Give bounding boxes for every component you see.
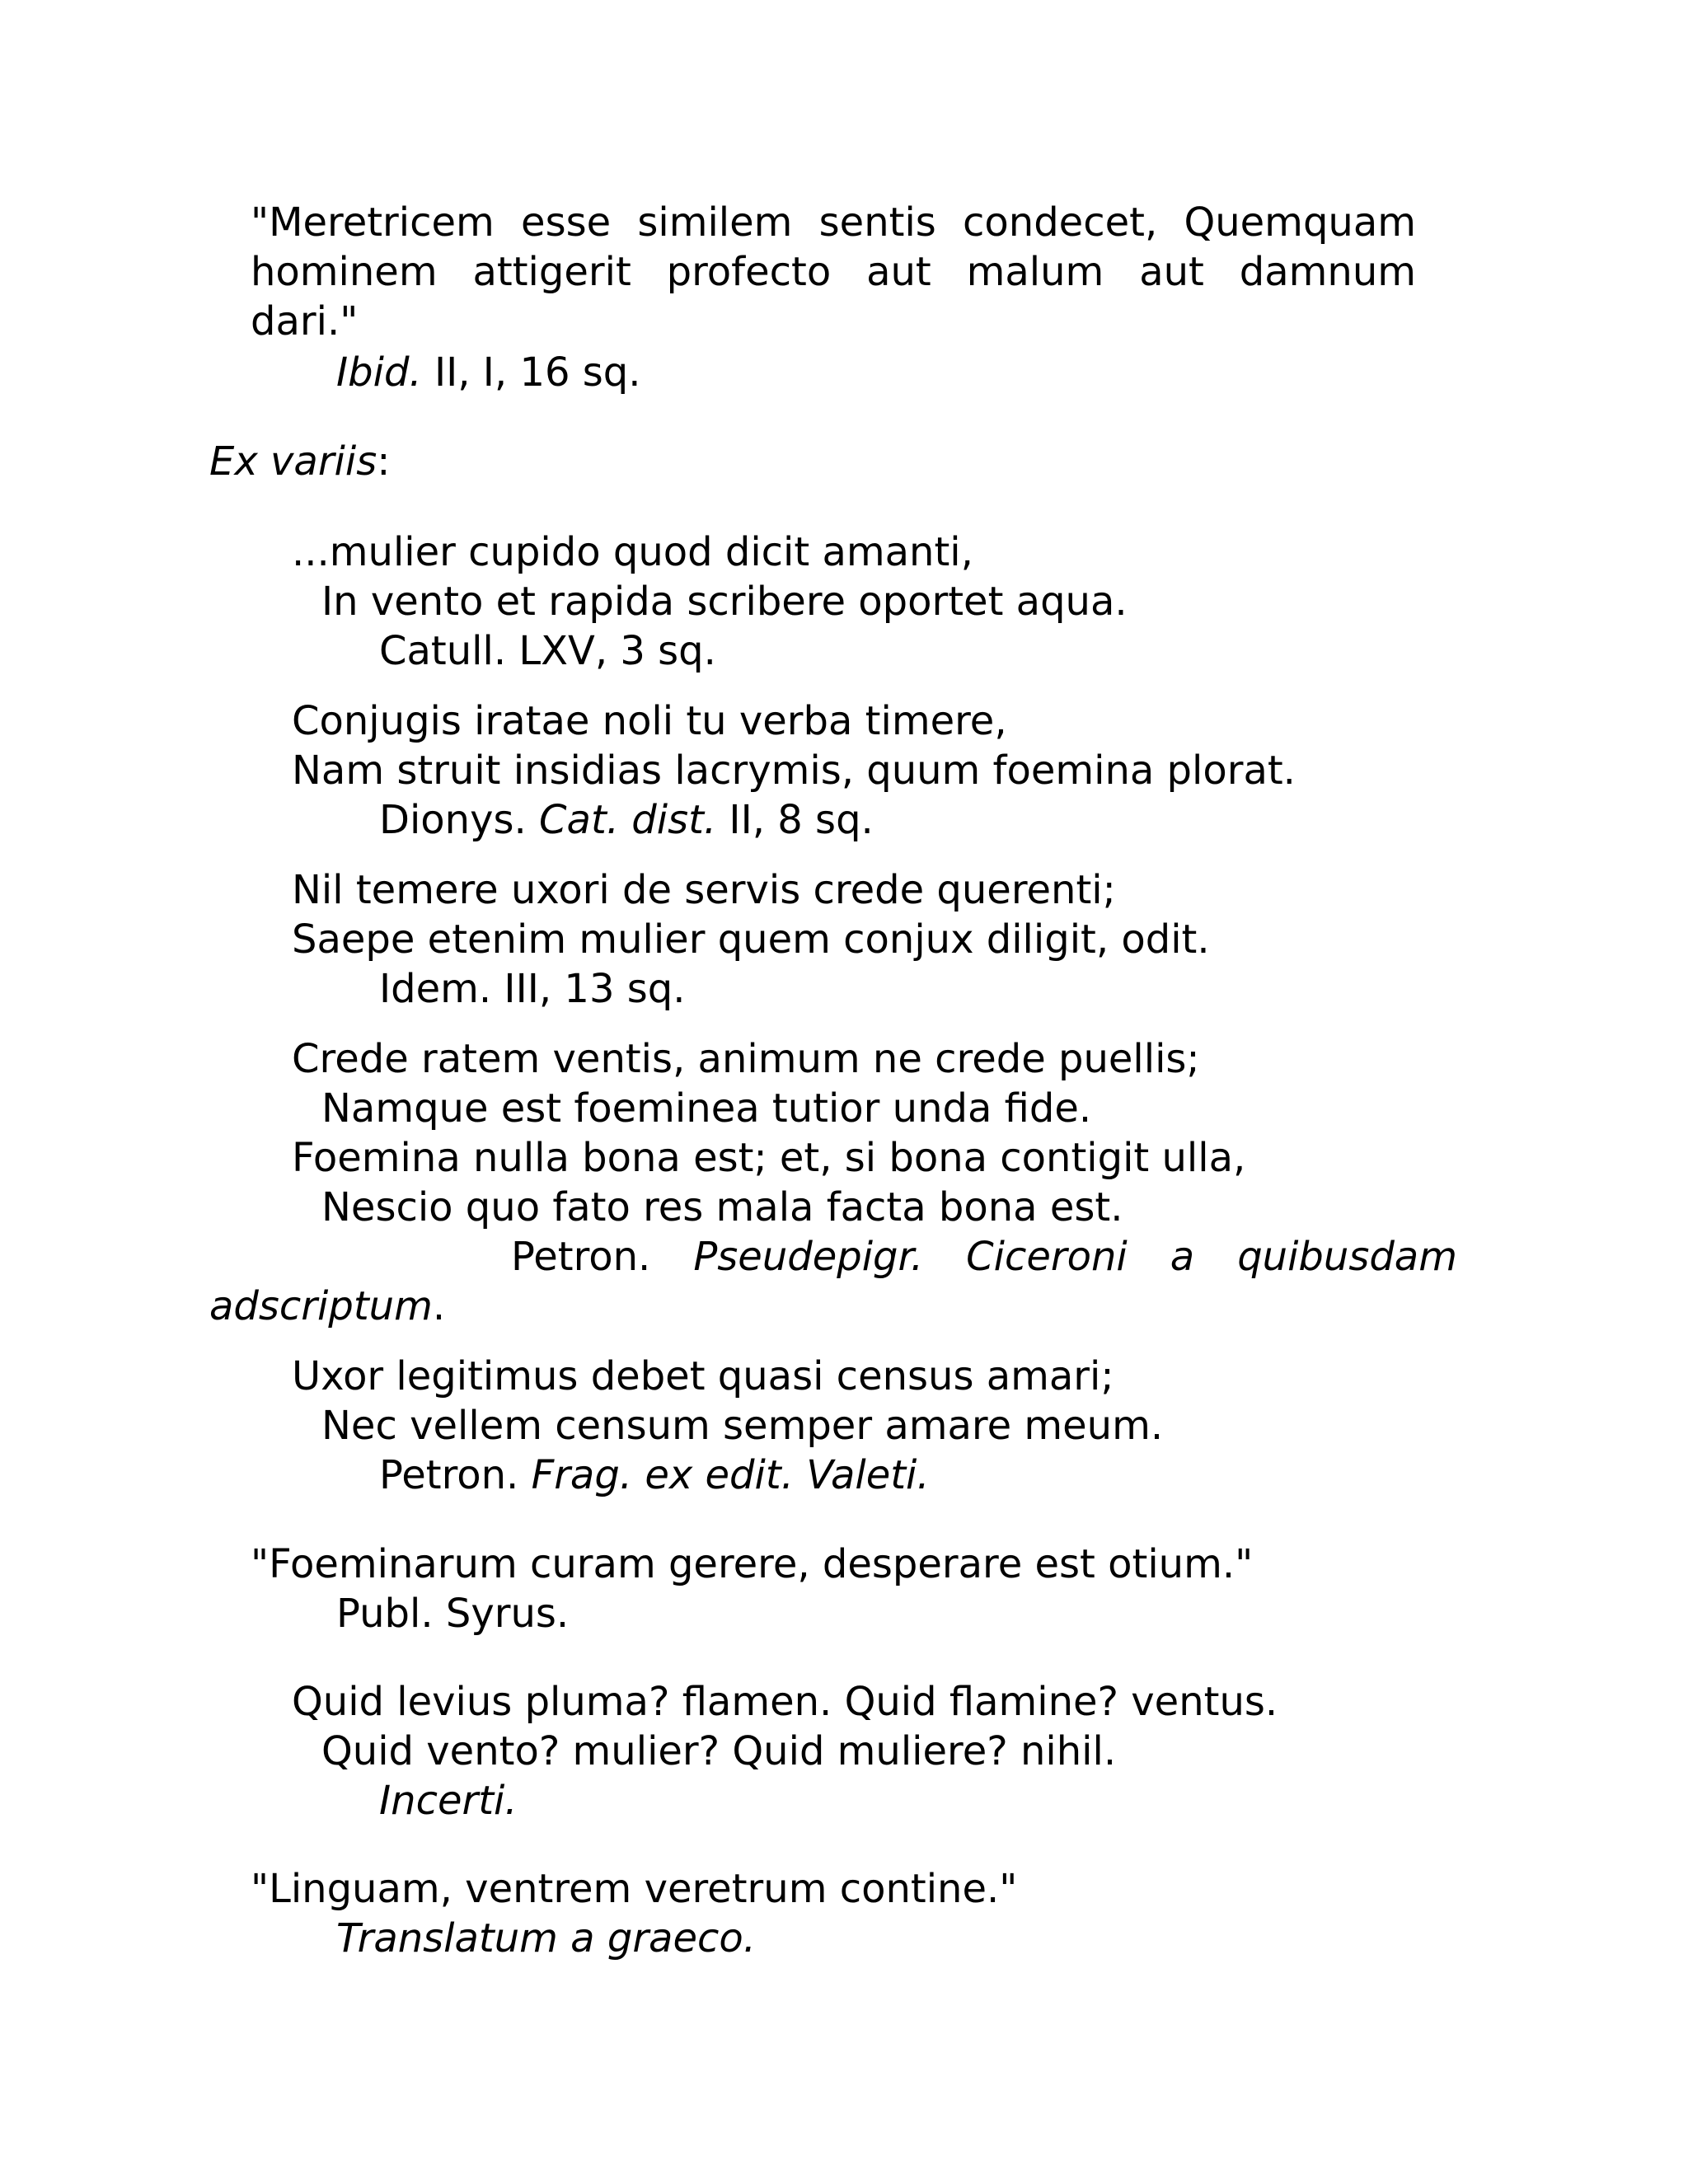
- quote-line: "Foeminarum curam gerere, desperare est otium.": [251, 1541, 1254, 1587]
- citation: Catull. LXV, 3 sq.: [379, 628, 716, 674]
- verse-line: Foemina nulla bona est; et, si bona contigit ulla,: [292, 1135, 1246, 1181]
- citation-italic: Frag. ex edit. Valeti.: [531, 1452, 930, 1498]
- citation: [379, 795, 874, 845]
- citation-italic: a: [1170, 1234, 1195, 1280]
- citation-italic: Pseudepigr.: [693, 1234, 924, 1280]
- verse-line: Nam struit insidias lacrymis, quum foemina plorat.: [292, 748, 1296, 794]
- quote-line: dari.": [251, 298, 359, 344]
- citation-italic: quibusdam: [1237, 1234, 1457, 1280]
- verse-line: Nec vellem censum semper amare meum.: [321, 1403, 1164, 1449]
- citation: Publ. Syrus.: [336, 1591, 570, 1637]
- heading-text: Ex variis: [209, 438, 377, 485]
- quote-line: hominem attigerit profecto aut malum aut damnum: [251, 249, 1416, 295]
- verse-line: Nescio quo fato res mala facta bona est.: [321, 1184, 1123, 1230]
- verse-line: ...mulier cupido quod dicit amanti,: [292, 529, 973, 575]
- verse-line: Crede ratem ventis, animum ne crede puellis;: [292, 1036, 1200, 1082]
- citation: Incerti.: [379, 1778, 518, 1824]
- section-heading: [209, 437, 390, 486]
- citation-text: II, I, 16 sq.: [421, 349, 641, 396]
- verse-line: Saepe etenim mulier quem conjux diligit, odit.: [292, 916, 1210, 963]
- citation: Translatum a graeco.: [336, 1915, 757, 1961]
- verse-line: Nil temere uxori de servis crede querenti;: [292, 867, 1116, 913]
- citation-italic: Ibid.: [336, 349, 422, 396]
- verse-line: Uxor legitimus debet quasi census amari;: [292, 1353, 1114, 1399]
- quote-line: "Linguam, ventrem veretrum contine.": [251, 1866, 1018, 1912]
- citation-text: .: [432, 1283, 446, 1329]
- citation-italic: adscriptum: [209, 1283, 433, 1329]
- verse-line: Namque est foeminea tutior unda fide.: [321, 1085, 1092, 1132]
- citation-text: Dionys.: [379, 797, 540, 843]
- citation-text: Petron.: [511, 1234, 651, 1280]
- verse-line: Conjugis iratae noli tu verba timere,: [292, 698, 1007, 744]
- citation: [511, 1232, 1457, 1282]
- citation: [379, 1451, 930, 1500]
- quote-line: "Meretricem esse similem sentis condecet, Quemquam: [251, 199, 1416, 246]
- heading-colon: :: [377, 438, 391, 485]
- citation-text: Petron.: [379, 1452, 532, 1498]
- verse-line: Quid vento? mulier? Quid muliere? nihil.: [321, 1728, 1117, 1774]
- citation-text: II, 8 sq.: [716, 797, 874, 843]
- citation-continuation: [209, 1282, 445, 1331]
- verse-line: Quid levius pluma? flamen. Quid flamine? ventus.: [292, 1679, 1278, 1725]
- citation: Idem. III, 13 sq.: [379, 966, 686, 1012]
- verse-line: In vento et rapida scribere oportet aqua.: [321, 579, 1128, 625]
- citation: [336, 348, 641, 397]
- citation-italic: Ciceroni: [966, 1234, 1128, 1280]
- citation-italic: Cat. dist.: [539, 797, 717, 843]
